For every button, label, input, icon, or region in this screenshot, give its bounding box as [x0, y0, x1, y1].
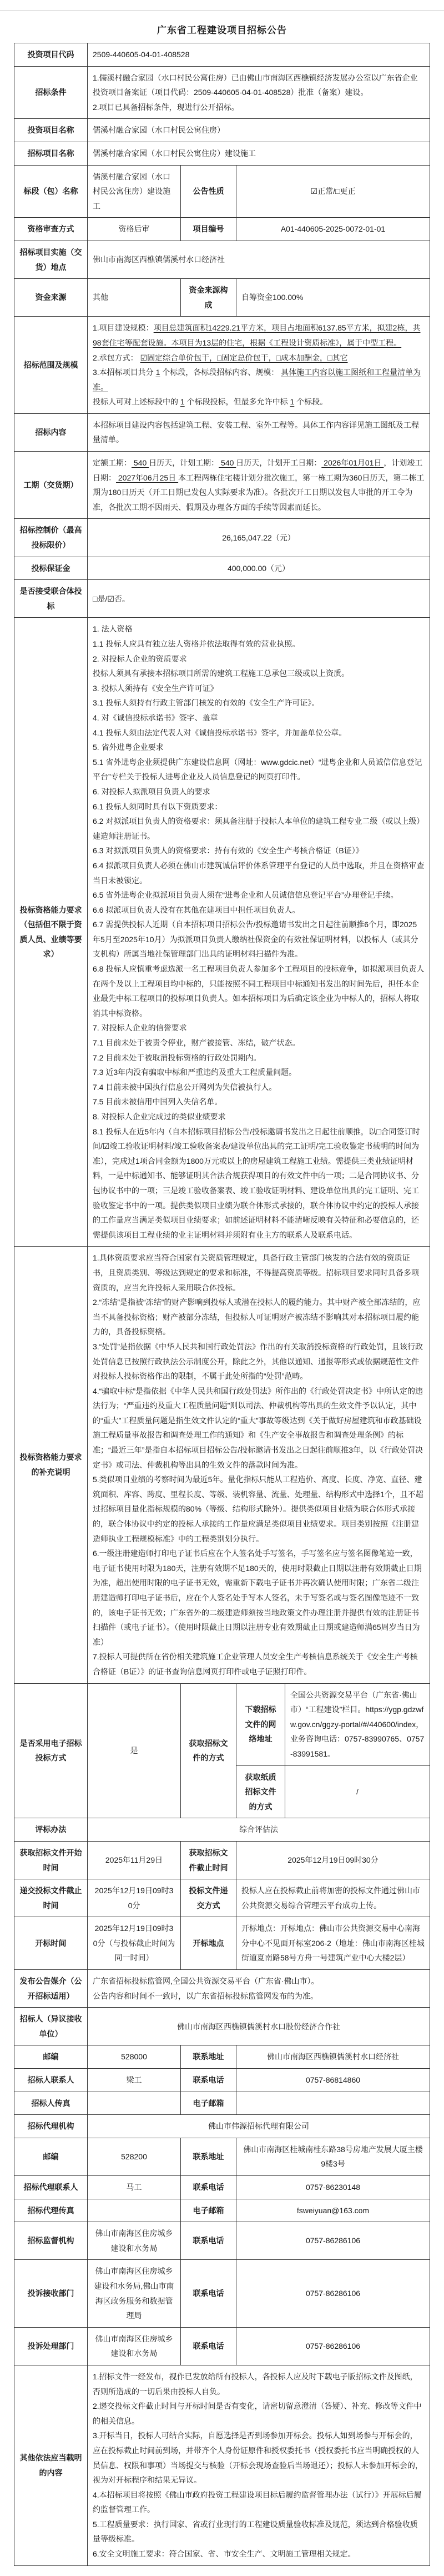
row-value: 是: [88, 1683, 181, 1818]
paragraph: 7.4 目前未被中国执行信息公开网列为失信被执行人。: [93, 1082, 277, 1092]
row-value: [88, 2092, 181, 2115]
paragraph: 4. 对《诚信投标承诺书》签字、盖章: [93, 713, 218, 722]
underlined-text: 1: [290, 397, 295, 407]
row-value: [88, 452, 430, 519]
paragraph: 6.1 投标人须同时具有以下资质要求：: [93, 802, 223, 811]
table-row: [14, 317, 430, 414]
row-label: 是否接受联合体投标: [14, 580, 88, 618]
paragraph: 佛山市南海区桂城南桂东路38号房地产发展大厦主楼9楼3号: [243, 2144, 423, 2169]
row-label: 获取招标文件的方式: [181, 1683, 236, 1818]
paragraph: 5.类似项目业绩的考察时间为最近5年。量化指标只能从工程造价、高度、长度、净宽、直径、建筑面积、库容、跨度、里程长度、等级、装机容量、流量、处理量、结构形式中选择1个，且不超过招标项目量化指标规模的80%（等级、结构形式除外）。提供类似项目业绩为联合体形式承接的，联合体协议中约定的投标人承接的工作量应满足类似项目业绩要求。项目类别按照《注册建造师执业工程规模标准》中的工程类别划分执行。: [93, 1475, 423, 1543]
row-label: 投诉处理部门: [14, 2327, 88, 2365]
table-row: [14, 2176, 430, 2199]
row-value: [88, 66, 430, 119]
paragraph: 2025年12月19日09时30分: [94, 1886, 174, 1910]
row-value: [88, 2069, 181, 2092]
table-row: [14, 2115, 430, 2138]
row-label: 开标地点: [181, 1917, 236, 1970]
paragraph: 7.投标人可提供所在省份相关建筑施工企业管理人员安全生产考核信息系统关于《安全生产考核合格证（B证）》的证书查询信息网页打印件或电子证照打印件。: [93, 1652, 418, 1676]
table-row: [14, 1970, 430, 2008]
row-value: [236, 2327, 430, 2365]
paragraph: 4.“骗取中标”是指依据《中华人民共和国行政处罚法》所作出的《行政处罚决定书》中所认定的违法行为；“严重违约及重大工程质量问题”则以司法、仲裁机构等出具的生效文件予以认定，其中的“重大”工程质量问题是指生效文件认定的“重大”事故等级达到《关于做好房屋建筑和市政基础设施工程质量事故报告和调查处理工作的通知》和《生产安全事故报告和调查处理条例》的标准；“最近三年”是指自本招标项目招标公告/投标邀请书发出之日起往前顺推3年，以《行政处罚决定书》或司法、仲裁机构等出具的生效文件的落款时间为准。: [93, 1386, 423, 1469]
row-label: 资格审查方式: [14, 218, 88, 241]
table-row: [14, 119, 430, 142]
row-label: 招标代理联系人: [14, 2176, 88, 2199]
paragraph: 梁工: [126, 2075, 142, 2085]
paragraph: 综合评估法: [239, 1825, 278, 1834]
paragraph: A01-440605-2025-0072-01-01: [280, 224, 386, 234]
row-label: 招标范围及规模: [14, 317, 88, 414]
row-label: 联系地址: [181, 2138, 236, 2175]
row-value: [88, 1841, 181, 1879]
row-value: [236, 2222, 430, 2260]
table-row: [14, 557, 430, 580]
row-label: 获取招标文件开始时间: [14, 1841, 88, 1879]
row-value: [88, 618, 430, 1247]
paragraph: □是/☑否。: [93, 594, 130, 603]
table-row: [14, 2138, 430, 2175]
paragraph: 佛山市南海区西樵镇儒溪村水口经济社: [267, 2052, 399, 2062]
table-row: [14, 618, 430, 1247]
table-row: [14, 1879, 430, 1917]
table-row: [14, 519, 430, 557]
paragraph: 1.具体资质要求应当符合国家有关资质管理规定，具备行政主管部门核发的合法有效的资质证书，且资质类别、等级达到规定的要求和标准，不得提高资质等级。招标项目要求同时具备多项资质的，应当允许投标人采用联合体投标。: [93, 1253, 419, 1292]
row-label: 联系电话: [181, 2222, 236, 2260]
table-row: [14, 279, 430, 317]
paragraph: 2.项目已具备招标条件，现进行公开招标。: [93, 102, 239, 112]
paragraph: 528000: [121, 2052, 147, 2062]
paragraph: 5. 省外进粤企业要求: [93, 743, 164, 752]
paragraph: 3.1 投标人须持有行政主管部门核发的有效的《安全生产许可证》。: [93, 698, 320, 708]
paragraph: 投标人应在投标截止前将加密的投标文件通过佛山市公共资源交易综合管理云平台成功上传。: [241, 1886, 420, 1910]
row-label: 公告性质: [181, 165, 236, 218]
row-value: [236, 2092, 430, 2115]
row-value: [236, 2176, 430, 2199]
row-label: 是否采用电子招标投标方式: [14, 1683, 88, 1818]
row-label: 招标代理机构: [14, 2115, 88, 2138]
row-value: [88, 2222, 181, 2260]
row-label: 邮编: [14, 2138, 88, 2175]
row-label: 资金来源构成: [181, 279, 236, 317]
paragraph: 6.4 拟派项目负责人必须在佛山市建筑诚信评价体系管理平台登记的人员中选取，并且在资格审查当日未被锁定。: [93, 861, 425, 885]
announcement-table: [14, 43, 430, 2566]
row-value: [88, 241, 430, 278]
row-label: 招标人联系人: [14, 2069, 88, 2092]
row-label: 投标保证金: [14, 557, 88, 580]
row-label: 投标资格能力要求（包括但不限于资质人员、业绩等要求）: [14, 618, 88, 1247]
row-value: [88, 1970, 430, 2008]
row-label: 联系电话: [181, 2327, 236, 2365]
table-row: [14, 218, 430, 241]
page-title: 广东省工程建设项目招标公告: [157, 25, 287, 36]
row-value: [88, 2008, 430, 2045]
paragraph: 1. 法人资格: [93, 624, 133, 634]
row-label: 投标文件递交方式: [181, 1879, 236, 1917]
row-value: [88, 2365, 430, 2565]
row-value: [88, 2045, 181, 2069]
paragraph: 2.“冻结”是指被“冻结”的财产影响到投标人或潜在投标人的履约能力。其中财产被全部冻结的，应当不具备投标资格；财产被部分冻结，但投标人可证明财产被冻结不影响其对本招标项目履约能力的，具备投标资格。: [93, 1298, 421, 1337]
table-row: [14, 43, 430, 67]
row-label: 工期（交货期）: [14, 452, 88, 519]
paragraph: 公告内容和时间不一致时，以广东省招标投标监管网发布的为准。: [93, 1991, 318, 2000]
paragraph: 7. 对投标人企业的信誉要求: [93, 1023, 187, 1033]
table-row: [14, 2260, 430, 2327]
row-value: [236, 1841, 430, 1879]
paragraph: 6.8 投标人应慎重考虑选派一名工程项目负责人参加多个工程项目的投标竞争，如拟派项目负责人在两个及以上工程项目均中标的，只能按照不同工程项目中标通知书发出的时间先后，担任本企业最先中标工程项目的投标项目负责人。如本招标项目为后确定该企业为中标人的，招标人将取消其中标资格。: [93, 964, 425, 1018]
paragraph: 投标人须具有承接本招标项目所需的建筑工程施工总承包三级或以上资质。: [93, 669, 349, 678]
paragraph: 3.本招标项目共分 1 个标段，各标段招标内容、规模： 具体施工内容以施工图纸和工程量清单为准。: [93, 368, 421, 392]
row-value: [88, 2138, 181, 2175]
row-label: 招标控制价（最高投标限价）: [14, 519, 88, 557]
row-value: [88, 2115, 430, 2138]
paragraph: 佛山市南海区西樵镇儒溪村水口经济社: [93, 255, 225, 264]
paragraph: 2025年12月19日09时30分: [287, 1855, 379, 1865]
paragraph: fsweiyuan@163.com: [296, 2205, 370, 2215]
paragraph: 6.3 对拟派项目负责人的资格要求：持有有效的《安全生产考核合格证（B证）》: [93, 846, 364, 856]
paragraph: 2509-440605-04-01-408528: [93, 50, 190, 59]
sub-row-label: 获取纸质招标文件的方式: [236, 1765, 285, 1818]
paragraph: 1.儒溪村融合家园（水口村民公寓住房）已由佛山市南海区西樵镇经济发展办公室以广东省企业投资项目备案证（项目代码：2509-440605-04-01-408528）批准（备案）建设。: [93, 73, 418, 97]
table-row: [14, 241, 430, 278]
page: [0, 10, 444, 2566]
row-value: [88, 279, 181, 317]
row-label: 招标代理传真: [14, 2199, 88, 2222]
row-label: 招标人（异议接收单位）: [14, 2008, 88, 2045]
table-row: [14, 1247, 430, 1683]
paragraph: 8.1 投标人在近5年内（自本招标项目招标公告/投标邀请书发出之日起往前顺推，以□合同签订时间/☑竣工验收证明材料/竣工验收备案表/建设单位出具的完工证明/完工验收鉴定书载明的时间为准），完成过1项合同金额为1800万元或以上的房屋建筑工程施工业绩。需提供三类业绩证明材料，一是中标通知书、能够证明其合法合规获得项目的有效文件中的一项；二是合同协议书、分包协议书中的一项；三是竣工验收备案表、竣工验收证明材料、建设单位出具的完工证明、完工验收鉴定书中的一项。提供类似项目业绩为联合体形式承接的，联合体协议中约定的投标人承接的工作量应当满足类似项目业绩要求；如前述证明材料不能清晰反映有关特征和必要信息的，还需提供该项目工程业绩的业主证明材料并须附有业主方的联系人及联系电话。: [93, 1127, 420, 1239]
table-row: [14, 2222, 430, 2260]
paragraph: 1.1 投标人应具有独立法人资格并依法取得有效的营业执照。: [93, 639, 300, 648]
row-value: [88, 1247, 430, 1683]
row-label: 联系电话: [181, 2176, 236, 2199]
table-row: [14, 66, 430, 119]
row-value: [236, 165, 430, 218]
paragraph: 2.承包方式： ☑固定综合单价包干，□固定总价包干，□成本加酬金，□其它: [93, 353, 348, 362]
row-value: [88, 43, 430, 67]
table-row: [14, 142, 430, 165]
row-label: 评标办法: [14, 1818, 88, 1842]
underlined-text: 540: [219, 458, 236, 468]
row-label: 开标时间: [14, 1917, 88, 1970]
announcement-table-body: [14, 43, 430, 2566]
row-label: 资金来源: [14, 279, 88, 317]
paragraph: 佛山市南海区住房城乡建设和水务局,佛山市南海区政务服务和数据管理局: [94, 2267, 174, 2320]
paragraph: 6.6 拟派项目负责人没有在其他在建项目中担任项目负责人。: [93, 905, 300, 914]
row-label: 联系电话: [181, 2260, 236, 2327]
row-label: 项目编号: [181, 218, 236, 241]
paragraph: 1.项目建设规模：项目总建筑面积14229.21平方米，项目占地面积6137.85平方米，拟建2栋，共98套住宅等配套设施。本项目为13层的住宅，根据《工程设计资质标准》，属于中型工程。: [93, 323, 421, 347]
paragraph: 3. 投标人须持有《安全生产许可证》: [93, 683, 218, 693]
row-label: 递交投标文件截止时间: [14, 1879, 88, 1917]
table-row: [14, 2008, 430, 2045]
paragraph: 5.工程质量要求：执行国家、省或行业现行的工程建设质量验收标准及规范，须达到合格验收质量等级标准。: [93, 2519, 418, 2544]
row-label: 招标内容: [14, 413, 88, 451]
paragraph: 佛山市南海区住房城乡建设和水务局: [95, 2334, 173, 2358]
table-row: [14, 2327, 430, 2365]
paragraph: 6.2 对拟派项目负责人的资格要求：须具备注册于投标人本单位的建筑工程专业二级（或以上级）建造师注册证书。: [93, 817, 425, 841]
row-value: [236, 2138, 430, 2175]
table-row: [14, 165, 430, 218]
paragraph: 2025年12月19日09时30分（与投标截止时间为同一时间）: [93, 1924, 175, 1963]
paragraph: 其他: [93, 293, 108, 302]
paragraph: 2.递交投标文件截止时间与开标时间是否有变化，请密切留意澄清（答疑）、补充、修改等文件中的相关信息。: [93, 2402, 422, 2425]
table-row: [14, 580, 430, 618]
row-label: 标段（包）名称: [14, 165, 88, 218]
row-value: [88, 2176, 181, 2199]
table-row: [14, 2365, 430, 2565]
paragraph: 6.7 需提供投标人近期（自本招标项目招标公告/投标邀请书发出之日起往前顺推6个月，即2025年5月至2025年10月）为拟派项目负责人缴纳社保资金的有效社保证明材料，以投标人（或其分支机构）所属当地社保管理部门出具的证明材料扫描件为准。: [93, 920, 418, 959]
table-row: [14, 1841, 430, 1879]
paragraph: 400,000.00（元）: [227, 563, 290, 573]
row-value: [236, 2199, 430, 2222]
row-value: [236, 1917, 430, 1970]
paragraph: 2025年11月29日: [105, 1855, 163, 1865]
row-value: [88, 519, 430, 557]
row-label: 招标监督机构: [14, 2222, 88, 2260]
row-value: [88, 413, 430, 451]
row-label: 投资项目名称: [14, 119, 88, 142]
table-row: [14, 1818, 430, 1842]
paragraph: 佛山市南海区住房城乡建设和水务局: [95, 2229, 173, 2253]
paragraph: 2. 对投标人企业的资质要求: [93, 654, 187, 663]
sub-row-label: 下载招标文件的网络地址: [236, 1683, 285, 1765]
paragraph: 1.招标文件一经发布，视作已发放给所有投标人，各投标人应及时下载电子版招标文件及图纸，否则所造成的一切后果由投标人自负。: [93, 2372, 418, 2396]
paragraph: 8. 对投标人企业完成过的类似业绩要求: [93, 1112, 226, 1121]
underlined-text: 2027年06月25日: [116, 473, 179, 482]
paragraph: 马工: [126, 2183, 142, 2192]
paragraph: 儒溪村融合家园（水口村民公寓住房）建设施工: [93, 148, 256, 158]
paragraph: 6. 对投标人拟派项目负责人的要求: [93, 787, 210, 796]
row-value: [236, 1879, 430, 1917]
table-row: [14, 1917, 430, 1970]
table-row: [14, 2045, 430, 2069]
row-value: [88, 2327, 181, 2365]
paragraph: 儒溪村融合家园（水口村民公寓住房）: [93, 126, 225, 135]
paragraph: 开标地点：开标地点：佛山市公共资源交易中心南海分中心不见面开标室206-2（地址：佛山市南海区桂城街道夏南路58号方舟一号建筑产业中心大楼2层）: [241, 1924, 425, 1963]
row-label: 联系地址: [181, 2045, 236, 2069]
row-value: [88, 580, 430, 618]
paragraph: 3.开标当日，投标人可结合实际，自愿选择是否到场参加开标会。投标人如到场参与开标会的，应在投标截止时间前到场，并带齐个人身份证原件和授权委托书（授权委托书应当明确授权的人员信息、权限和事项）当场提交与核验（开标会现场查验后当场退还）；投标人未参加开标会的，视为对开标程序和结果无异议。: [93, 2431, 423, 2485]
row-label: 招标项目名称: [14, 142, 88, 165]
paragraph: 7.2 目前未处于被取消投标资格的行政处罚期内。: [93, 1053, 261, 1062]
paragraph: 本招标项目建设内容包括建筑工程、安装工程、室外工程等。具体工作内容详见施工图纸及工程量清单。: [93, 420, 419, 444]
paragraph: 投标人可对上述标段中的 1 个标段投标，但最多允许中标 1 个标段。: [93, 397, 328, 407]
paragraph: 广东省招标投标监管网,全国公共资源交易平台（广东省·佛山市）。: [93, 1977, 319, 1986]
table-row: [14, 1683, 430, 1765]
table-row: [14, 413, 430, 451]
top-divider: [0, 10, 444, 11]
row-value: [88, 2199, 181, 2222]
paragraph: 7.3 近3年内没有骗取中标和严重违约及重大工程质量问题。: [93, 1068, 297, 1077]
paragraph: 0757-86814860: [305, 2075, 361, 2085]
row-label: 招标人传真: [14, 2092, 88, 2115]
row-label: 邮编: [14, 2045, 88, 2069]
row-label: 投资项目代码: [14, 43, 88, 67]
row-label: 招标条件: [14, 66, 88, 119]
row-value: [236, 2260, 430, 2327]
paragraph: 全国公共资源交易平台（广东省·佛山市）“工程建设”栏目。https://ygp.gdzwfw.gov.cn/ggzy-portal/#/440600/index，业务咨询电话：0757-83990765、0757-83991581。: [290, 1690, 425, 1758]
underlined-text: 540: [132, 458, 149, 468]
underlined-text: 项目总建筑面积14229.21平方米，项目占地面积6137.85平方米，拟建2栋，共98套住宅等配套设施。本项目为13层的住宅，根据《工程设计资质标准》，属于中型工程。: [93, 323, 421, 347]
paragraph: 0757-86230148: [305, 2183, 361, 2192]
table-row: [14, 2069, 430, 2092]
row-value: [88, 2260, 181, 2327]
paragraph: 资格后审: [118, 224, 150, 234]
row-value: [88, 218, 181, 241]
row-value: [88, 142, 430, 165]
table-row: [14, 452, 430, 519]
paragraph: 佛山市伟源招标代理有限公司: [208, 2122, 309, 2131]
row-value: [88, 1818, 430, 1842]
paragraph: 528200: [121, 2152, 147, 2162]
row-label: 发布公告媒介（公开招标适用）: [14, 1970, 88, 2008]
row-value: [88, 165, 181, 218]
paragraph: 26,165,047.22（元）: [222, 533, 295, 542]
row-value: [88, 1917, 181, 1970]
table-row: [14, 2199, 430, 2222]
paragraph: 儒溪村融合家园（水口村民公寓住房）建设施工: [93, 172, 170, 211]
paragraph: 0757-86286106: [305, 2289, 361, 2298]
paragraph: 4.1 投标人须由法定代表人对《诚信投标承诺书》签字，并加盖单位公章。: [93, 728, 347, 737]
row-label: 联系电话: [181, 2069, 236, 2092]
paragraph: 7.1 目前未处于被责令停业，财产被接管、冻结，破产状态。: [93, 1038, 300, 1048]
paragraph: 0757-86286106: [305, 2236, 361, 2245]
underlined-text: 具体施工内容以施工图纸和工程量清单为准。: [93, 368, 421, 392]
row-value: [236, 2045, 430, 2069]
row-value: [236, 218, 430, 241]
paragraph: 6.一级注册建造师打印电子证书后应在个人签名处手写签名，手写签名应与签名图像笔迹一致，电子证书使用时限为180天，注册有效期不足180天的，使用时限截止日期以注册有效期截止日期为准，超出使用时限的电子证书无效，需重新下载电子证书并再次确认使用时限；广东省二级注册建造师打印电子证书后，应在个人签名处手写本人签名，未手写签名或与签名图像笔迹不一致的，该电子证书无效；广东省外的二级建造师须按当地政策文件办理注册并提供有效的注册证书扫描件（或电子证书）。（使用时限截止日期以注册专业有效期截止日期或建造师满65周岁当日为准）: [93, 1549, 422, 1647]
row-value: [88, 119, 430, 142]
underlined-text: 2026年01月01日: [321, 458, 384, 468]
row-value: [236, 2069, 430, 2092]
paragraph: 6.安全文明施工要求：符合国家、省、市安全生产、文明施工管理相关规定。: [93, 2549, 356, 2559]
paragraph: 0757-86286106: [305, 2342, 361, 2351]
paragraph: 7.5 目前未被信用中国列入失信名单。: [93, 1097, 223, 1107]
paragraph: 自筹资金100.00%: [241, 293, 304, 302]
paragraph: 5.1 省外进粤企业须提供广东建设信息网（网址：www.gdcic.net）“进粤企业和人员诚信信息登记平台”专栏关于投标人进粤企业及人员信息登记的网页打印件。: [93, 757, 422, 782]
paragraph: 6.5 省外进粤企业拟派项目负责人须在“进粤企业和人员诚信信息登记平台”办理登记手续。: [93, 891, 398, 900]
paragraph: ☑正常/□更正: [310, 187, 356, 196]
row-value: [88, 317, 430, 414]
paragraph: 佛山市南海区西樵镇儒溪村水口股份经济合作社: [177, 2022, 340, 2031]
row-value: [88, 557, 430, 580]
underlined-text: ☑固定综合单价包干，□固定总价包干，□成本加酬金，□其它: [140, 353, 348, 362]
paragraph: /: [356, 1787, 359, 1797]
table-row: [14, 2092, 430, 2115]
row-label: 获取招标文件截止时间: [181, 1841, 236, 1879]
sub-row-value: [285, 1765, 430, 1818]
row-label: 投标资格能力要求的补充说明: [14, 1247, 88, 1683]
row-value: [88, 1879, 181, 1917]
sub-row-value: [285, 1683, 430, 1765]
underlined-text: 1: [180, 397, 185, 407]
row-label: 其他依法应当载明的内容: [14, 2365, 88, 2565]
row-label: 投诉接收部门: [14, 2260, 88, 2327]
underlined-text: 1: [155, 368, 160, 377]
row-label: 电子邮箱: [181, 2199, 236, 2222]
paragraph: 定额工期： 540 日历天，计划工期： 540 日历天，计划开工日期： 2026年01月01日 ，计划竣工日期： 2027年06月25日 本工程两栋住宅楼计划分批次施工，第一栋工期为360日历天，第二栋工期为180日历天（开工日期已发包人实际要求为准）。各批次开工日期以发包人审批的开工令为准，各批次工期不因雨天、假期及办理各方面的手续等因素而延长。: [93, 458, 425, 512]
paragraph: 4.本招标项目将按照《佛山市政府投资工程建设项目标后履约监督管理办法（试行）》开展标后履约监督管理工作。: [93, 2490, 422, 2514]
row-value: [236, 279, 430, 317]
row-label: 招标项目实施（交货）地点: [14, 241, 88, 278]
row-label: 电子邮箱: [181, 2092, 236, 2115]
paragraph: 3.“处罚”是指依据《中华人民共和国行政处罚法》作出的有关取消投标资格的行政处罚，且该行政处罚信息已按照行政执法公示制度公开，除此之外，其他以通知、通报等形式或依据规范性文件对投标人投标资格作出的限制，不属于此处所指的“处罚”范畴。: [93, 1342, 423, 1381]
